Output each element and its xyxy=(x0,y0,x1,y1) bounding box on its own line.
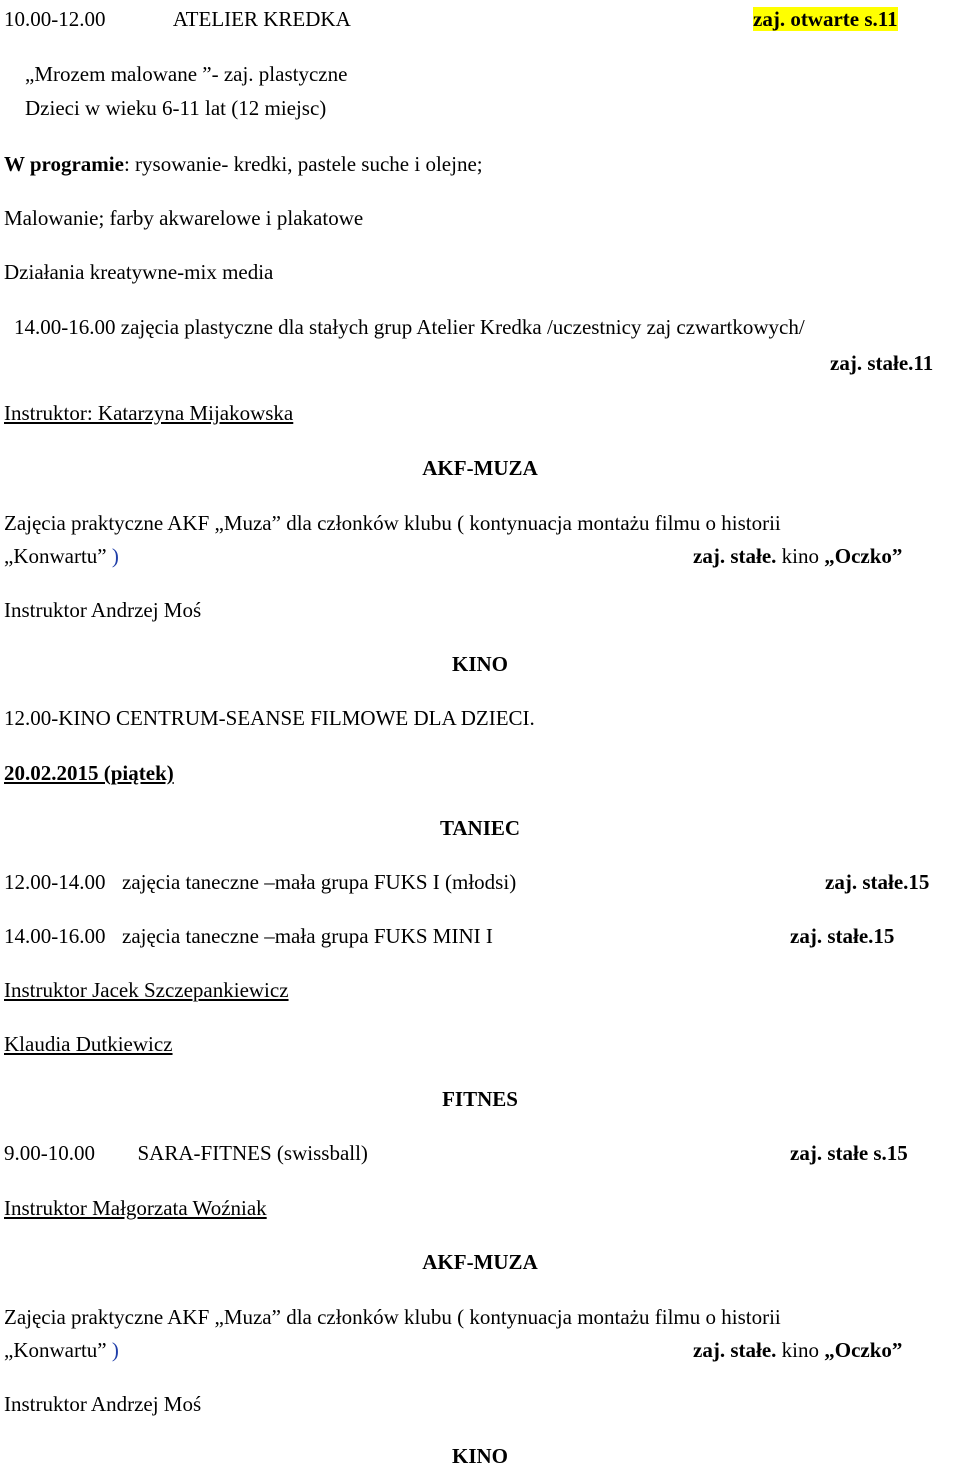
akf2-tag-name: „Oczko” xyxy=(824,1338,903,1362)
taniec-row1-time: 12.00-14.00 xyxy=(4,870,106,894)
atelier-age: Dzieci w wieku 6-11 lat (12 miejsc) xyxy=(25,96,327,120)
akf2-desc2-text: „Konwartu” xyxy=(4,1338,107,1362)
program-label: W programie xyxy=(4,152,124,176)
kino1-heading: KINO xyxy=(451,652,508,676)
atelier-tag-text: zaj. otwarte s.11 xyxy=(753,7,898,31)
fitnes-tag: zaj. stałe s.15 xyxy=(790,1141,908,1165)
atelier-paint: Malowanie; farby akwarelowe i plakatowe xyxy=(4,206,364,230)
fitnes-row xyxy=(4,1140,368,1166)
atelier-title: ATELIER KREDKA xyxy=(172,7,351,31)
taniec-row2 xyxy=(4,923,493,949)
atelier-instructor: Instruktor: Katarzyna Mijakowska xyxy=(4,401,294,425)
fitnes-time: 9.00-10.00 xyxy=(4,1141,95,1165)
fitnes-instructor: Instruktor Małgorzata Woźniak xyxy=(4,1196,267,1220)
atelier-tag xyxy=(753,6,898,32)
taniec-row1-tag: zaj. stałe.15 xyxy=(825,870,930,894)
atelier-header xyxy=(4,6,351,32)
fitnes-text: SARA-FITNES (swissball) xyxy=(137,1141,368,1165)
akf2-heading: AKF-MUZA xyxy=(422,1250,538,1274)
taniec-row2-time: 14.00-16.00 xyxy=(4,924,106,948)
akf1-desc: Zajęcia praktyczne AKF „Muza” dla członków klubu ( kontynuacja montażu filmu o historii xyxy=(4,511,781,535)
atelier-program xyxy=(4,151,483,177)
akf1-instructor: Instruktor Andrzej Moś xyxy=(4,598,202,622)
akf2-instructor: Instruktor Andrzej Moś xyxy=(4,1392,202,1416)
akf1-heading: AKF-MUZA xyxy=(422,456,538,480)
akf1-desc2-text: „Konwartu” xyxy=(4,544,107,568)
program-text: : rysowanie- kredki, pastele suche i olejne; xyxy=(123,152,483,176)
atelier-creative: Działania kreatywne-mix media xyxy=(4,260,274,284)
akf2-tag-bold: zaj. stałe. xyxy=(693,1338,777,1362)
akf1-tag-name: „Oczko” xyxy=(824,544,903,568)
akf1-desc2 xyxy=(4,543,119,569)
akf2-tag-place: kino xyxy=(776,1338,825,1362)
taniec-instructor2: Klaudia Dutkiewicz xyxy=(4,1032,173,1056)
akf2-desc: Zajęcia praktyczne AKF „Muza” dla członków klubu ( kontynuacja montażu filmu o historii xyxy=(4,1305,781,1329)
akf1-tag-place: kino xyxy=(776,544,825,568)
taniec-row2-text: zajęcia taneczne –mała grupa FUKS MINI I xyxy=(122,924,493,948)
taniec-instructor1: Instruktor Jacek Szczepankiewicz xyxy=(4,978,289,1002)
atelier-time: 10.00-12.00 xyxy=(4,7,106,31)
taniec-row1 xyxy=(4,869,516,895)
taniec-row1-text: zajęcia taneczne –mała grupa FUKS I (młodsi) xyxy=(122,870,517,894)
akf2-desc2 xyxy=(4,1337,119,1363)
atelier-subtitle: „Mrozem malowane ”- zaj. plastyczne xyxy=(25,62,348,86)
akf1-tag-bold: zaj. stałe. xyxy=(693,544,777,568)
taniec-row2-tag: zaj. stałe.15 xyxy=(790,924,895,948)
fitnes-heading: FITNES xyxy=(442,1087,518,1111)
taniec-heading: TANIEC xyxy=(439,816,521,840)
akf1-tag xyxy=(693,543,902,569)
atelier-session2: 14.00-16.00 zajęcia plastyczne dla stałych grup Atelier Kredka /uczestnicy zaj czwartkowych/ xyxy=(14,315,805,339)
kino1-text: 12.00-KINO CENTRUM-SEANSE FILMOWE DLA DZIECI. xyxy=(4,706,535,730)
akf2-paren: ) xyxy=(111,1338,119,1362)
kino2-heading: KINO xyxy=(451,1444,508,1468)
date-heading: 20.02.2015 (piątek) xyxy=(4,761,174,785)
akf1-paren: ) xyxy=(111,544,119,568)
akf2-tag xyxy=(693,1337,902,1363)
atelier-session2-tag: zaj. stałe.11 xyxy=(830,351,934,375)
